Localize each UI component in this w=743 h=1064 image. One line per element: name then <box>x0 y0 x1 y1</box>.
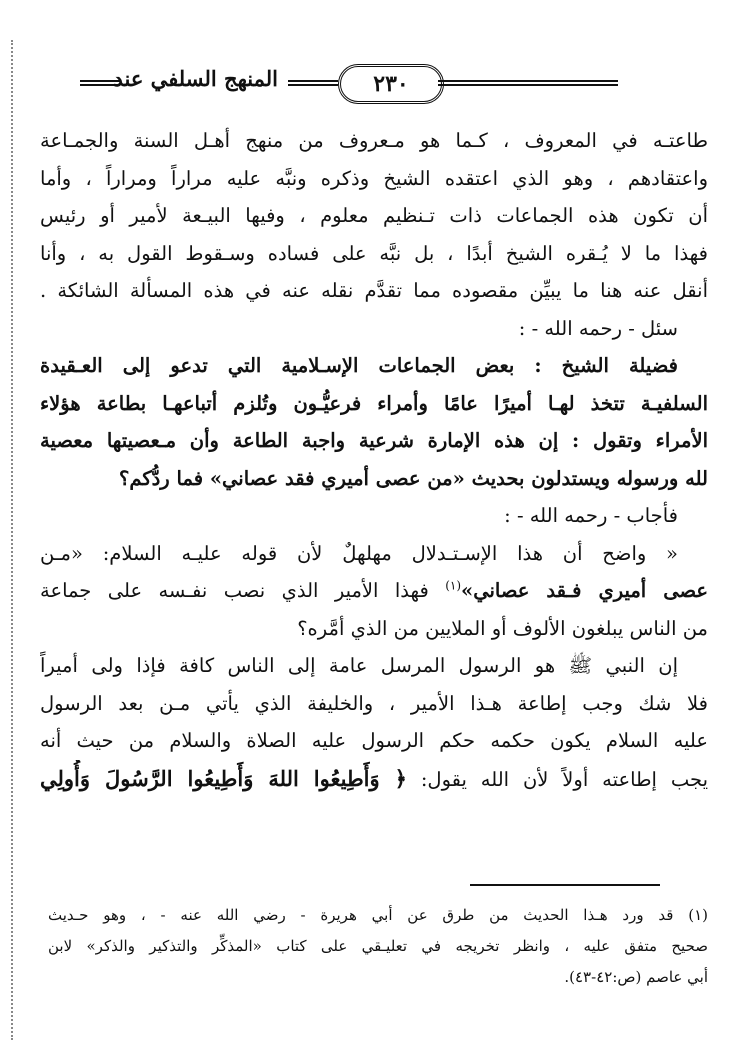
answer-line: من الناس يبلغون الألوف أو الملايين من الذي أمَّره؟ <box>297 616 708 640</box>
answer-line <box>40 572 708 610</box>
text-line: واعتقادهم ، وهو الذي اعتقده الشيخ وذكره ونبَّه عليه مراراً ومراراً ، وأما <box>40 166 708 190</box>
running-title: المنهج السلفي عند <box>113 66 278 91</box>
footnote-marker: (١) <box>445 578 462 593</box>
question-line: فضيلة الشيخ : بعض الجماعات الإسـلامية التي تدعو إلى العـقيدة <box>40 354 678 377</box>
answer-line-start: يجب إطاعته أولاً لأن الله يقول: <box>420 767 708 791</box>
question-line: السلفيـة تتخذ لهـا أميرًا عامًا وأمراء فرعيُّـون وتُلزم أتباعهـا بطاعة هؤلاء <box>40 391 708 415</box>
hadith-text: عصى أميري فـقد عصاني» <box>461 579 708 602</box>
page-number: ٢٣٠ <box>338 64 444 104</box>
footnote-line: صحيح متفق عليه ، وانظر تخريجه في تعليـقي على كتاب «المذكِّر والتذكير والذكر» لابن <box>48 937 708 955</box>
quran-verse: ﴿ وَأَطِيعُوا اللهَ وَأَطِيعُوا الرَّسُولَ وَأُولِي <box>40 765 407 791</box>
text-line: أنقل عنه هنا ما يبيِّن مقصوده مما تقدَّم نقله عنه في هذه المسألة الشائكة . <box>40 279 708 302</box>
footnote-rule <box>470 884 660 886</box>
answer-line: فلا شك وجب إطاعة هـذا الأمير ، والخليفة الذي يأتي مـن بعد الرسول <box>40 691 708 715</box>
footnote-line: (١) قد ورد هـذا الحديث من طرق عن أبي هريرة - رضي الله عنه - ، وهو حـديث <box>48 906 708 924</box>
header-rule-left <box>288 80 338 86</box>
text-line: فهذا ما لا يُـقره الشيخ أبدًا ، بل نبَّه على فساده وسـقوط القول به ، وأنا <box>40 241 708 265</box>
answer-line <box>40 760 708 798</box>
answer-line: « واضح أن هذا الإسـتـدلال مهلهلٌ لأن قوله عليـه السلام: «مـن <box>40 541 678 565</box>
page-header <box>58 60 668 106</box>
question-line: الأمراء وتقول : إن هذه الإمارة شرعية واجبة الطاعة وأن مـعصيتها معصية <box>40 429 708 452</box>
question-intro: سئل - رحمه الله - : <box>518 316 678 340</box>
footnote-line: أبي عاصم (ص:٤٢-٤٣). <box>564 968 708 986</box>
body-text <box>40 122 708 797</box>
header-rule-right <box>438 80 618 86</box>
footnote <box>48 900 708 993</box>
answer-line: عليه السلام يكون حكمه حكم الرسول عليه الصلاة والسلام من حيث أنه <box>40 729 708 752</box>
answer-line-continued: فهذا الأمير الذي نصب نفـسه على جماعة <box>40 579 429 602</box>
page-fold-line <box>11 40 13 1040</box>
answer-intro: فأجاب - رحمه الله - : <box>504 504 678 527</box>
text-line: طاعتـه في المعروف ، كـما هو مـعروف من منهج أهـل السنة والجمـاعة <box>40 129 708 152</box>
answer-line: إن النبي ﷺ هو الرسول المرسل عامة إلى الناس كافة فإذا ولى أميراً <box>40 654 678 677</box>
question-line: لله ورسوله ويستدلون بحديث «من عصى أميري فقد عصاني» فما ردُّكم؟ <box>119 466 708 490</box>
text-line: أن تكون هذه الجماعات ذات تـنظيم معلوم ، وفيها البيـعة لأمير أو رئيس <box>40 204 708 227</box>
